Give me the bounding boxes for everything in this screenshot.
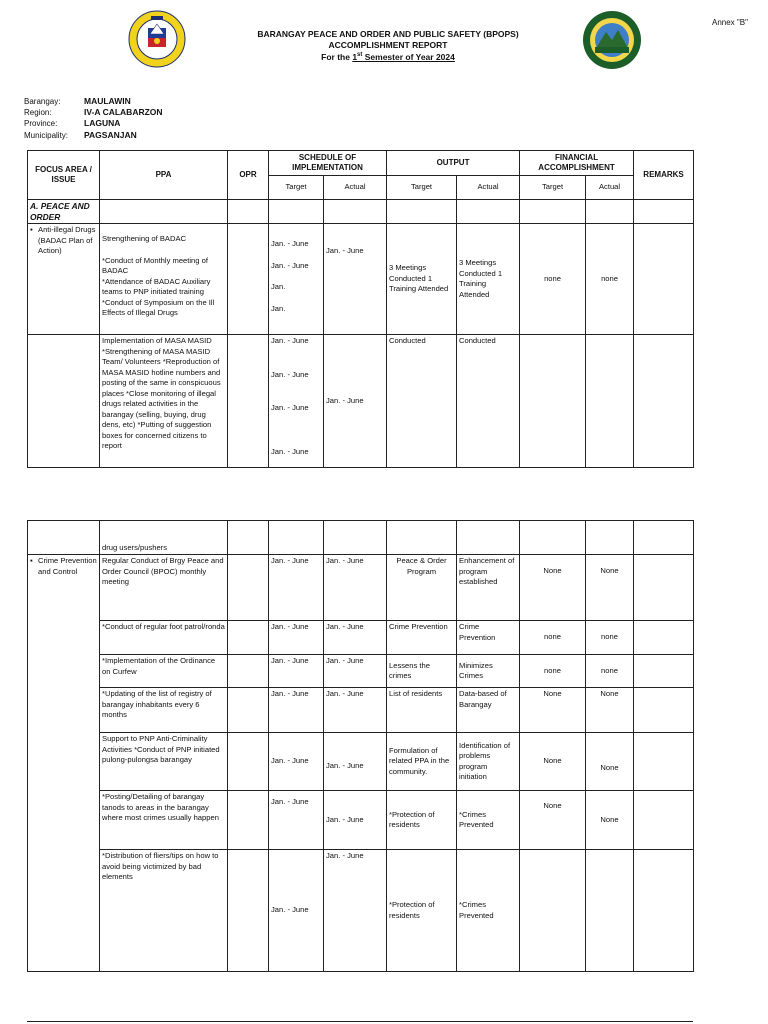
focus-text: Anti-illegal Drugs (BADAC Plan of Action) [38,225,96,255]
annex-label: Annex "B" [712,18,748,27]
output-actual-cell: Identification of problems program initiation [457,733,520,791]
table-row [28,688,694,733]
financial-target-cell: None [520,791,586,850]
schedule-actual-cell: Jan. - June [324,688,387,733]
output-target-cell: Peace & Order Program [387,555,457,621]
sub-header-actual: Actual [457,176,520,200]
focus-cell [28,224,100,335]
financial-target-cell: None [520,733,586,791]
schedule-actual-cell: Jan. - June [324,335,387,468]
output-target-cell: List of residents [387,688,457,733]
schedule-target-cell: Jan. - June [269,621,324,655]
schedule-target-cell: Jan. - June [269,555,324,621]
info-row-barangay [24,96,163,107]
table-row [28,521,694,555]
col-header-financial: FINANCIAL ACCOMPLISHMENT [520,151,634,176]
info-value: MAULAWIN [84,96,131,106]
info-label: Region: [24,108,52,118]
financial-actual-cell: none [586,224,634,335]
financial-target-cell: none [520,224,586,335]
header-line1: BARANGAY PEACE AND ORDER AND PUBLIC SAFETY (BPOPS) [257,29,519,39]
output-actual-cell: *Crimes Prevented [457,791,520,850]
schedule-actual-cell: Jan. - June [324,850,387,972]
table-row [28,621,694,655]
schedule-target-cell: Jan. - June [269,655,324,688]
ppa-line: Strengthening of BADAC [102,234,187,243]
header-line3-suffix: Semester of Year 2024 [362,51,455,62]
bullet-icon: ▪ [30,556,33,565]
schedule-target: Jan. [271,282,286,291]
ppa-cell: Support to PNP Anti-Criminality Activities *Conduct of PNP initiated pulong-pulongsa barangay [100,733,228,791]
col-header-focus: FOCUS AREA / ISSUE [28,151,100,200]
table-row [28,655,694,688]
header-semester-number: 1 [352,51,358,62]
financial-target-cell: None [520,555,586,621]
schedule-actual-cell: Jan. - June [324,224,387,335]
output-target-cell: 3 Meetings Conducted 1 Training Attended [387,224,457,335]
ppa-cell: Implementation of MASA MASID *Strengthening of MASA MASID Team/ Volunteers *Reproduction of MASA MASID hotline numbers and posting of the same in conspicuous places *Close monitoring of illegal drugs related activities in the barangay (selling, buying, drug dens, etc) *Putting of suggestion boxes for concerned citizens to report [100,335,228,468]
output-actual-cell: Conducted [457,335,520,468]
info-label: Barangay: [24,97,61,106]
table-row [28,850,694,972]
schedule-target-cell [269,224,324,335]
ppa-cell: *Updating of the list of registry of barangay inhabitants every 6 months [100,688,228,733]
schedule-target-cell: Jan. - June [269,733,324,791]
ppa-line: *Conduct of Monthly meeting of BADAC [102,255,208,275]
accomplishment-table-page1 [27,150,694,468]
info-row-municipality [24,130,163,141]
output-actual-cell: Minimizes Crimes [457,655,520,688]
table-row [28,335,694,468]
schedule-target-cell: Jan. - June [269,688,324,733]
financial-target-cell: none [520,655,586,688]
schedule-target: Jan. - June [271,403,309,412]
schedule-target-cell [269,335,324,468]
section-row [28,200,694,224]
municipal-seal-logo [128,10,186,68]
sub-header-target: Target [520,176,586,200]
output-actual-cell: Crime Prevention [457,621,520,655]
bullet-icon: ▪ [30,225,33,234]
col-header-remarks: REMARKS [634,151,694,200]
ppa-cell: Regular Conduct of Brgy Peace and Order Council (BPOC) monthly meeting [100,555,228,621]
financial-actual-cell: none [586,655,634,688]
schedule-target: Jan. - June [271,260,309,270]
output-actual-cell: 3 Meetings Conducted 1 Training Attended [457,224,520,335]
page-bottom-rule [27,1021,693,1022]
output-target-cell: Formulation of related PPA in the community. [387,733,457,791]
info-label: Province: [24,119,58,129]
ppa-continuation: drug users/pushers [100,521,228,555]
output-target-cell: *Protection of residents [387,850,457,972]
info-value: PAGSANJAN [84,129,137,140]
financial-actual-cell: None [586,555,634,621]
table-row [28,791,694,850]
ppa-cell: *Distribution of fliers/tips on how to avoid being victimized by bad elements [100,850,228,972]
output-target-cell: *Protection of residents [387,791,457,850]
info-row-region [24,107,163,118]
table-row [28,224,694,335]
ppa-line: *Attendance of BADAC Auxiliary teams to PNP initiated training [102,276,211,296]
accomplishment-table-page2 [27,520,694,972]
financial-actual-cell: none [586,621,634,655]
ppa-cell [100,224,228,335]
table-row [28,733,694,791]
output-target-cell: Crime Prevention [387,621,457,655]
focus-text: Crime Prevention and Control [38,556,97,576]
schedule-target: Jan. - June [271,446,309,456]
financial-target-cell: none [520,621,586,655]
financial-actual-cell: None [586,733,634,791]
schedule-actual-cell: Jan. - June [324,791,387,850]
header-line2: ACCOMPLISHMENT REPORT [328,39,448,50]
schedule-target: Jan. [271,303,286,313]
sub-header-actual: Actual [324,176,387,200]
financial-actual-cell [586,850,634,972]
ppa-cell: *Posting/Detailing of barangay tanods to areas in the barangay where most crimes usually happen [100,791,228,850]
financial-target-cell [520,850,586,972]
header-semester-ordinal: st [357,52,363,58]
schedule-target: Jan. - June [271,239,309,248]
info-value: IV-A CALABARZON [84,107,163,118]
schedule-target-cell: Jan. - June [269,850,324,972]
schedule-target-cell: Jan. - June [269,791,324,850]
info-value: LAGUNA [84,118,121,129]
report-header [240,29,536,62]
schedule-actual-cell: Jan. - June [324,621,387,655]
schedule-target: Jan. - June [271,336,309,345]
output-actual-cell: Enhancement of program established [457,555,520,621]
col-header-schedule: SCHEDULE OF IMPLEMENTATION [269,151,387,176]
financial-target-cell: None [520,688,586,733]
section-title: A. PEACE AND ORDER [28,200,100,224]
schedule-actual-cell: Jan. - June [324,555,387,621]
output-target-cell: Lessens the crimes [387,655,457,688]
financial-actual-cell: None [586,688,634,733]
col-header-opr: OPR [228,151,269,200]
info-label: Municipality: [24,130,69,140]
ppa-line: *Conduct of Symposium on the Ill Effects of Illegal Drugs [102,297,215,317]
financial-actual-cell: None [586,791,634,850]
output-actual-cell: *Crimes Prevented [457,850,520,972]
ppa-cell: *Implementation of the Ordinance on Curfew [100,655,228,688]
col-header-output: OUTPUT [387,151,520,176]
schedule-actual-cell: Jan. - June [324,655,387,688]
info-row-province [24,118,163,129]
header-line3 [240,50,536,62]
col-header-ppa: PPA [100,151,228,200]
sub-header-target: Target [387,176,457,200]
schedule-actual-cell: Jan. - June [324,733,387,791]
location-info [24,96,163,141]
barangay-seal-logo [582,10,640,68]
header-line3-prefix: For the [321,51,353,62]
focus-cell [28,555,100,972]
sub-header-target: Target [269,176,324,200]
ppa-cell: *Conduct of regular foot patrol/ronda [100,621,228,655]
output-target-cell: Conducted [387,335,457,468]
output-actual-cell: Data-based of Barangay [457,688,520,733]
schedule-target: Jan. - June [271,369,309,379]
sub-header-actual: Actual [586,176,634,200]
table-row [28,555,694,621]
